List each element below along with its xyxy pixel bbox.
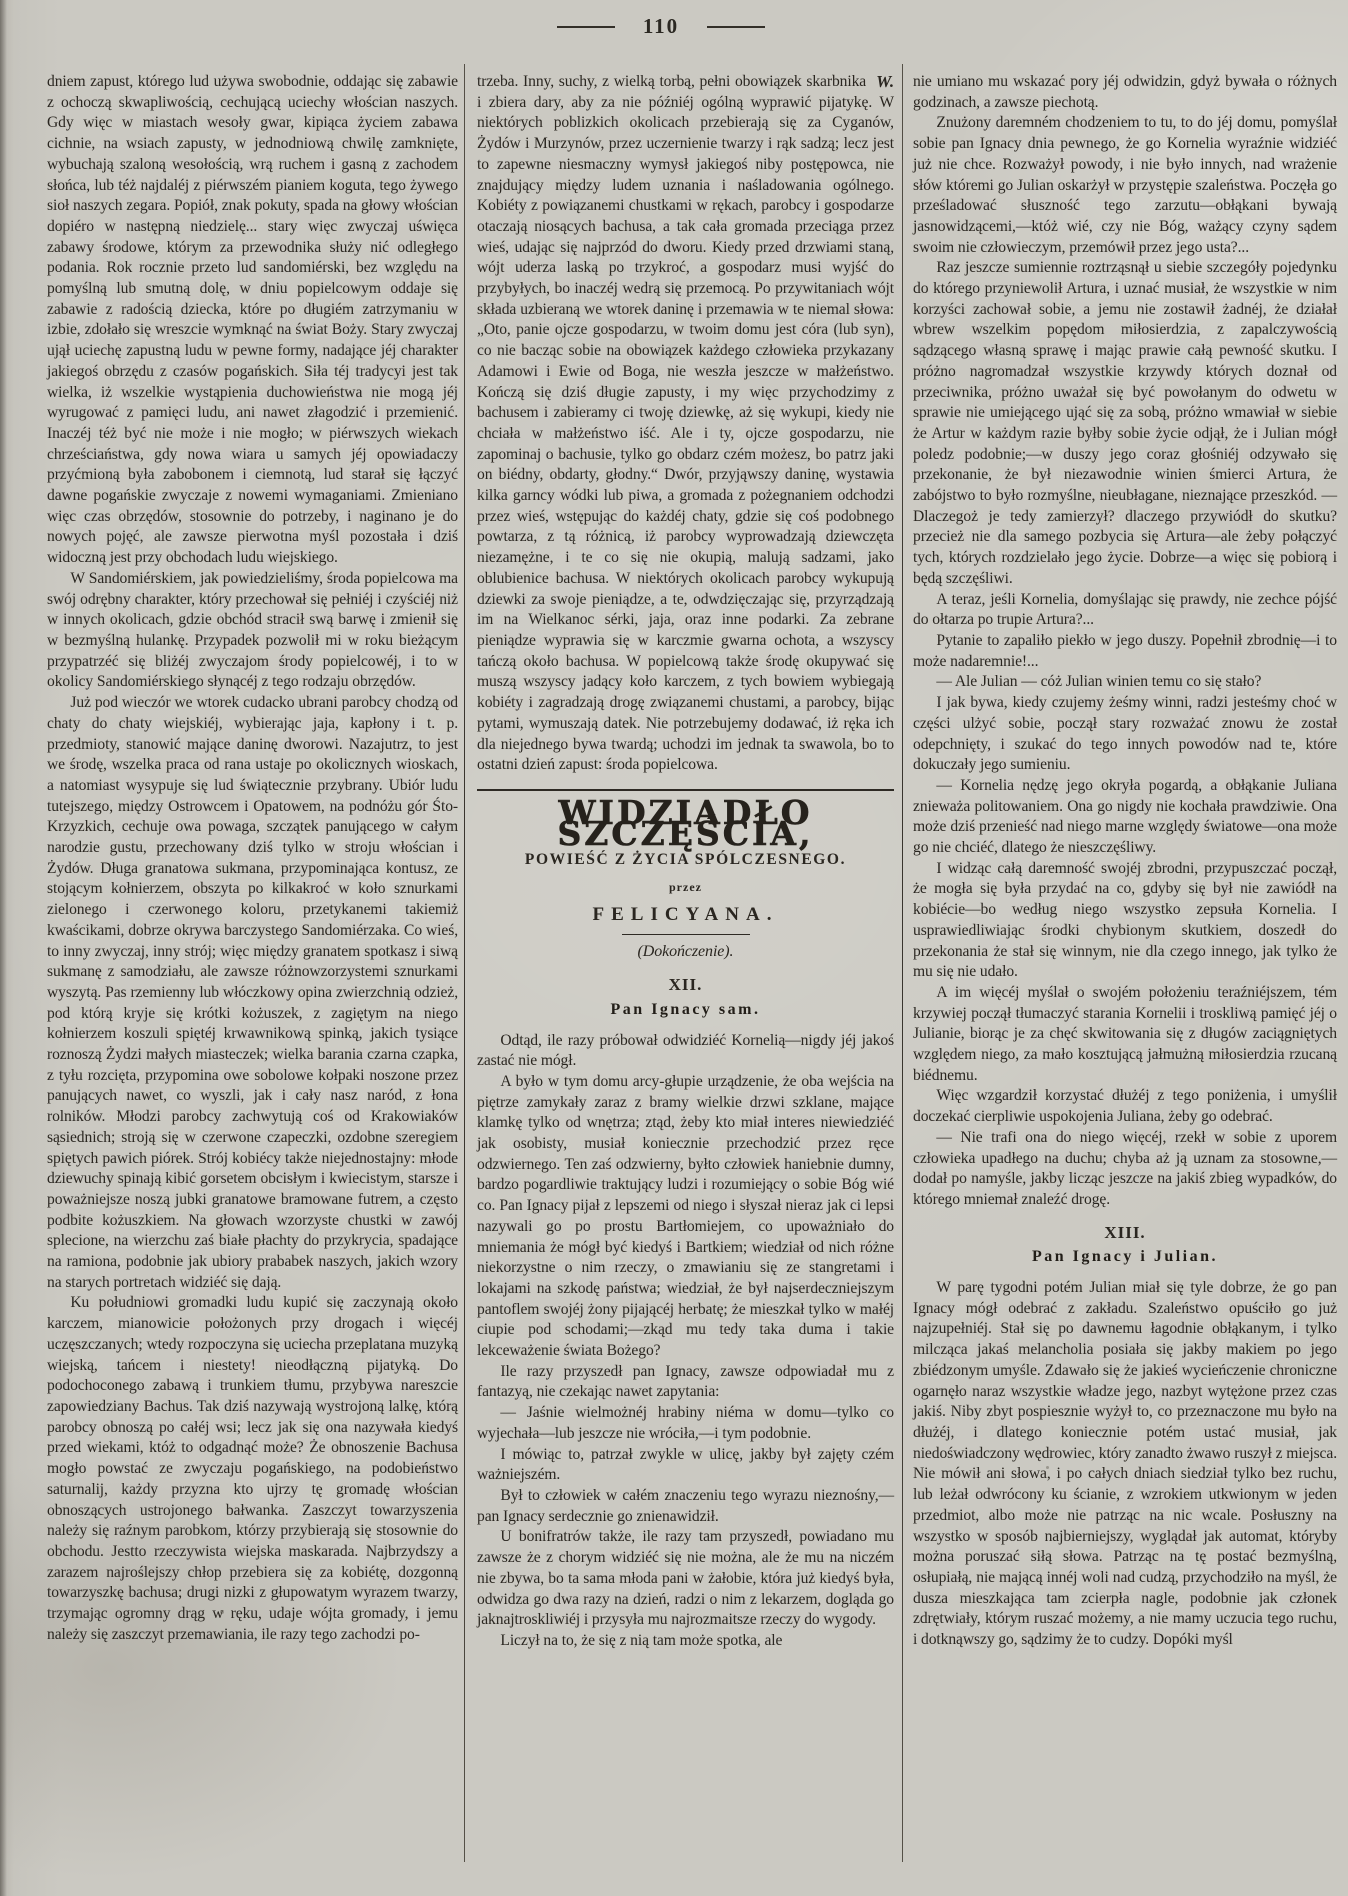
section-divider-rule: [622, 934, 750, 935]
paragraph: A było w tym domu arcy-głupie urządzenie, że oba wejścia na piętrze zamykały zaraz z bramy wielkie drzwi szklane, mające klamkę tylko od wnętrza; ztąd, żeby kto miał interes niewiedziéć jak osobisty, musiał koniecznie przechodzić przez ręce odzwiernego. Ten zaś odzwierny, byłto człowiek haniebnie dumny, bardzo pogardliwie traktujący ludzi i rozumiejący o sobie Bóg wié co. Pan Ignacy pijał z lepszemi od niego i słyszał nieraz jak ci lepsi nazywali go po prostu Bartłomiejem, co upoważniało do mniemania że mógł być kiedyś i Bartkiem; wiedział od nich różne niekorzystne o nim rzeczy, o zmawianiu się ze stangretami i lokajami na szkodę państwa; wiedział, że był najserdeczniejszym pantoflem swojéj żony pijającéj herbatę; że mieszkał tylko w małéj ciupie pod schodami;—zkąd mu tedy taka duma i takie lekceważenie świata Bożego?: [477, 1072, 894, 1360]
novel-subtitle: POWIEŚĆ Z ŻYCIA SPÓLCZESNEGO.: [524, 851, 847, 869]
paragraph: — Nie trafi ona do niego więcéj, rzekł w sobie z uporem człowieka upadłego na duchu; chyba aż ją uznam za stosowne,—dodał po namyśle, jakby licząc jeszcze na jakiś zbieg wypadków, do którego mniemał znaleźć drogę.: [913, 1128, 1337, 1208]
chapter-number: XIII.: [1104, 1222, 1146, 1242]
column-3: [913, 72, 1337, 1651]
installment-note: (Dokończenie).: [637, 943, 734, 961]
paragraph: Liczył na to, że się z nią tam może spotka, ale: [500, 1631, 783, 1649]
paragraph: W. trzeba. Inny, suchy, z wielką torbą, pełni obowiązek skarbnika i zbiera dary, aby za nie późniéj ogólną wyprawić pijatykę. W niektórych poblizkich okolicach przebierają się za Cyganów, Żydów i Murzynów, przez uczernienie twarzy i rąk sadzą; lecz jest to zapewne niesmaczny wymysł jakiegoś niby postępowca, nie znajdujący między ludem uznania i naśladowania ogólnego. Kobiéty z powiązanemi chustkami w rękach, parobcy i gospodarze otaczają niosących bachusa, a tak cała gromada przeciąga przez wieś, udając się najprzód do dworu. Kiedy przed drzwiami staną, wójt uderza laską po trzykroć, a gospodarz musi wyjść do przybyłych, bo inaczéj wedrą się przemocą. Po przywitaniach wójt składa uzbieraną we wtorek daninę i przemawia w te niemal słowa: „Oto, panie ojcze gospodarzu, w twoim domu jest córa (lub syn), co nie bacząc sobie na obowiązek każdego człowieka przykazany Adamowi i Ewie od Boga, nie weszła jeszcze w małżeństwo. Kończą się dziś długie zapusty, i my więc przychodzimy z bachusem i zabieramy ci twoję dziewkę, aż się wykupi, kiedy nie chciała w małżeństwo iść. Ale i ty, ojcze gospodarzu, nie zapominaj o bachusie, tylko go obdarz czém możesz, bo patrz jaki on biédny, obdarty, głodny.“ Dwór, przyjąwszy daninę, wystawia kilka garncy wódki lub piwa, a gromada z pożegnaniem odchodzi przez wieś, wstępując do każdéj chaty, gdzie się coś podobnego powtarza, z tą różnicą, iż parobcy wyprowadzają dziewczęta niezamężne, i te co się nie okupią, malują sadzami, jako oblubienice bachusa. W niektórych okolicach parobcy wykupują dziewki za swoje pieniądze, a te, odwdzięczając się, przyrządzają im na Wielkanoc sérki, jaja, oraz inne podarki. Za zebrane pieniądze wyprawia się w karczmie gwarna ochota, a wszyscy tańczą około bachusa. W popielcową także środę okupywać się muszą wszyscy jadący koło karczem, z tych bowiem wybiegają kobiéty i zagradzają drogę związanemi chustami, a parobcy, bijąc pytami, wymuszają datek. Nie potrzebujemy dodawać, iż ręka ich dla niejednego bywa twardą; uchodzi im jednak ta swawola, bo to ostatni dzień zapust: środa popielcowa.: [477, 72, 894, 774]
column-separator-right: [902, 64, 903, 1862]
paragraph: Ile razy przyszedł pan Ignacy, zawsze odpowiadał mu z fantazyą, nie czekając nawet zapytania:: [477, 1362, 894, 1401]
paragraph: A teraz, jeśli Kornelia, domyślając się prawdy, nie zechce pójść do ołtarza po trupie Artura?...: [913, 590, 1337, 629]
paragraph: Znużony daremném chodzeniem to tu, to do jéj domu, pomyślał sobie pan Ignacy dnia pewnego, że go Kornelia wyraźnie widziéć już nie chce. Rozważył powody, i nie było innych, nad wrażenie słów któremi go Julian oskarżył w przystępie szaleństwa. Poczęła go prześladować słuszność tego zarzutu—obłąkani bywają jasnowidzącemi,—któż wié, czy nie Bóg, ważący czyny sądem swoim nie człowieczym, przemówił przez jego usta?...: [913, 114, 1337, 256]
paragraph: — Jaśnie wielmożnéj hrabiny niéma w domu—tylko co wyjechała—lub jeszcze nie wróciła,—i tym podobnie.: [477, 1404, 894, 1442]
paragraph: Ku południowi gromadki ludu kupić się zaczynają około karczem, mianowicie położonych przy drogach i więcéj uczęszczanych; wtedy rozpoczyna się uciecha przeplatana muzyką wiejską, tańcem i niestety! nieodłączną pijatyką. Do podochoconego zabawą i trunkiem tłumu, przybywa nareszcie zapowiedziany Bachus. Tak dziś nazywają wystrojoną lalkę, którą parobcy obnoszą po całéj wsi; lecz jak się ona nazywała kiedyś przed wiekami, któż to odgadnąć może? Że obnoszenie Bachusa mogło powstać ze zwyczaju pogańskiego, na podobieństwo saturnalij, każdy przyzna kto ujrzy tę gromadę włościan obnoszących ustrojonego bałwanka. Zaszczyt towarzyszenia należy się raźnym parobkom, którzy przybierają się stosownie do obchodu. Jestto rzeczywista wiejska maskarada. Najbrzydszy a zarazem najroślejszy chłop przebiera się za kobiétę, dozgonną towarzyszkę bachusa; drugi nizki z głupowatym wyrazem twarzy, trzymając ogromny drąg w ręku, udaje wójta gromady, i jemu należy się zaszczyt przemawiania, ile razy tego zachodzi po-: [47, 1294, 458, 1643]
paragraph: Raz jeszcze sumiennie roztrząsnął u siebie szczegóły pojedynku do którego przyniewolił Artura, i uznać musiał, że wszystkie w nim korzyści zachował sobie, a jemu nie zostawił żadnéj, że działał wbrew wszelkim popędom miłosierdzia, z zapalczywością sądzącego własną sprawę i mając prawie całą pewność skutku. I próżno nagromadzał wszystkie krzywdy których doznał od przeciwnika, próżno uważał się być powołanym do odwetu w sprawie nie umiejącego ująć się za sobą, próżno wmawiał w siebie że Artur w każdym razie byłby sobie życie odjął, że i Julian mógł poledz podobnie;—w duszy jego coraz głośniéj odzywało się przekonanie, że był niezawodnie winien śmierci Artura, że zabójstwo to było rozmyślne, nieubłagane, nieznające przeszkód. — Dlaczegoż je tedy zamierzył? dlaczego przywiódł do skutku? przecież nie dla samego pozbycia się Artura—ale żeby połączyć tych, których rozdzielało jego życie. Dobrze—a więc się pobiorą i będą szczęśliwi.: [913, 259, 1337, 587]
paragraph: I jak bywa, kiedy czujemy żeśmy winni, radzi jesteśmy choć w części ulżyć sobie, począł stary rozważać znowu że został odepchnięty, i szukać do tego innych powodów nad te, które dokuczały jego sumieniu.: [913, 694, 1337, 774]
article-signature: W.: [876, 72, 894, 91]
paragraph: A im więcéj myślał o swojém położeniu teraźniéjszem, tém krzywiej począł tłumaczyć starania Kornelii i troskliwą pamięć jéj o Julianie, biorąc je za chęć skwitowania się z długów zaciągniętych względem niego, za mało kosztującą jałmużną miłosierdzia rzucaną biédnemu.: [913, 983, 1337, 1084]
section-divider-rule: [477, 789, 894, 791]
chapter-number: XII.: [668, 975, 703, 995]
column-1: [47, 72, 458, 1645]
paragraph: — Kornelia nędzę jego okryła pogardą, a obłąkanie Juliana znieważa politowaniem. Ona go nigdy nie kochała prawdziwie. Ona może dziś przenieść nad niego marne względy światowe—ona może go nie chciéć, dlatego że nieszczęśliwy.: [913, 776, 1337, 857]
paragraph: I mówiąc to, patrzał zwykle w ulicę, jakby był zajęty czém ważniejszém.: [477, 1445, 894, 1484]
page-number: 110: [642, 14, 680, 38]
paragraph: U bonifratrów także, ile razy tam przyszedł, powiadano mu zawsze że z chorym widziéć się nie można, ale że mu na niczém nie zbywa, bo ta sama młoda pani w żałobie, która już kiedyś była, odwidza go dwa razy na dzień, radzi o nim z lekarzem, dogląda go jaknajtroskliwiéj i przysyła mu najrozmaitsze rzeczy do wygody.: [477, 1528, 894, 1629]
page-header: [0, 14, 1322, 39]
paragraph: I widząc całą daremność swojéj zbrodni, przypuszczać począł, że mogła się była przydać na co, gdyby się był nie zawiódł na kobiécie—bo według niego wszystko zepsuła Kornelia. I usprawiedliwiając środki chybionym skutkiem, doszedł do przekonania że stał się winnym, nie dla czego innego, jak tylko że mu się nie udało.: [913, 859, 1337, 981]
paragraph: Odtąd, ile razy próbował odwidziéć Kornelią—nigdy jéj jakoś zastać nie mógł.: [477, 1031, 894, 1070]
byline-prefix: przez: [669, 880, 702, 895]
column-separator-left: [464, 64, 465, 1862]
author-name: FELICYANA.: [592, 903, 779, 925]
novel-title: WIDZIADŁO SZCZĘŚCIA,: [557, 792, 814, 853]
chapter-title: Pan Ignacy sam.: [610, 1000, 761, 1018]
folio-dash-right: [707, 26, 765, 28]
paragraph: Pytanie to zapaliło piekło w jego duszy. Popełnił zbrodnię—i to może nadaremnie!...: [913, 631, 1337, 670]
chapter-title: Pan Ignacy i Julian.: [1031, 1248, 1219, 1266]
paragraph: W Sandomiérskiem, jak powiedzieliśmy, środa popielcowa ma swój odrębny charakter, który przechował się pełniéj i czyściéj niż w innych okolicach, gdzie obchód stracił swą barwę i zmienił się w bezmyślną hulankę. Przypadek pozwolił mi w roku bieżącym przypatrzéć się bliżéj zwyczajom środy popielcowéj, i to w okolicy Sandomiérskiego słynącéj z tego rodzaju obrzędów.: [47, 569, 458, 691]
paragraph: W parę tygodni potém Julian miał się tyle dobrze, że go pan Ignacy mógł odebrać z zakładu. Szaleństwo opuściło go już najzupełniéj. Stał się po dawnemu łagodnie obłąkanym, i tylko milcząca jakaś melancholia posiała się jakby makiem po jego zbiédzonym umyśle. Zdawało się że jakieś wycieńczenie chroniczne ogarnęło naraz wszystkie władze jego, nazbyt wytężone przez czas jakiś. Niby zbyt pospiesznie wyżył to, co przeznaczone mu było na dłużéj, i dlatego koniecznie potém ustać musiał, jak niedoświadczony wędrowiec, który zanadto żwawo ruszył z miejsca. Nie mówił ani słowa, i po całych dniach siedział tylko bez ruchu, lub leżał odwrócony ku ścianie, z wzrokiem utkwionym w jeden przedmiot, albo może nie patrząc na nic wcale. Posłuszny na wszystko w sposób najbierniejszy, wyglądał jak automat, któryby można poruszać siłą słowa. Patrząc na tę postać bezmyślną, osłupiałą, nie mającą innéj woli nad cudzą, przychodziło na myśl, że dusza mieszkająca tam zcierpła nagle, podobnie jak członek zdrętwiały, którym ruszać możemy, a nie mamy uczucia tego ruchu, i dotknąwszy go, sądzimy że to cudzy. Dopóki myśl: [913, 1279, 1337, 1649]
paragraph: Już pod wieczór we wtorek cudacko ubrani parobcy chodzą od chaty do chaty wiejskiéj, wybierając jaja, kapłony i t. p. przedmioty, stanowić mające daninę dworowi. Nazajutrz, to jest we środę, wszelka praca od rana ustaje po okolicznych wioskach, a natomiast wysypuje się lud świątecznie przybrany. Ubiór ludu tutejszego, między Ostrowcem i Opatowem, na podnóżu gór Śto-Krzyzkich, cechuje owa powaga, szczątek panującego w całym narodzie gustu, przechowany dziś tylko w stroju włościan i Żydów. Długa granatowa sukmana, przypominająca kontusz, ze stojącym kołnierzem, obszyta po kilkakroć w koło sznurkami zielonego i czerwonego koloru, przetykanemi takiemiż kwaścikami, dobrze okrywa barczystego Sandomiérzaka. Co wieś, to inny zwyczaj, inny strój; więc między granatem spotkasz i siwą sukmanę z samodziału, ale zawsze różnowzorzystemi sznurkami wyszytą. Pas rzemienny lub włóczkowy opina zwierzchnią odzież, pod którą kryje się krótki kożuszek, z zagiętym na niego kołnierzem koszuli spiętéj krwawnikową spinką, jakich tysiące roznoszą Żydzi małych miasteczek; wielka barania czarna czapka, z tyłu rozcięta, przypomina owe sobolowe kołpaki noszone przez panujących nawet, co wyszli, jak i cały nasz naród, z łona rolników. Młodzi parobcy zachwytują coś od Krakowiaków sąsiednich; stroją się w czerwone czapeczki, ozdobne szeregiem spiętych pawich piórek. Strój kobiécy także niejednostajny: młode dziewuchy spinają kibić gorsetem obcisłym i kwiecistym, starsze i poważniejsze noszą jubki granatowe bramowane futrem, a często podbite kożuszkiem. Na głowach wzorzyste chustki w zawój splecione, na wierzchu zaś białe płachty do przykrycia, spadające na ramiona, podobnie jak ubiory prababek naszych, jakich wzory na starych portretach widziéć się dają.: [47, 694, 458, 1291]
paragraph: Był to człowiek w całém znaczeniu tego wyrazu nieznośny,—pan Ignacy serdecznie go znienawidził.: [477, 1487, 894, 1525]
scan-edge-shadow: [0, 0, 7, 1896]
paragraph: nie umiano mu wskazać pory jéj odwidzin, gdyż bywała o różnych godzinach, a zawsze piechotą.: [913, 73, 1337, 111]
paragraph: Więc wzgardził korzystać dłużéj z tego poniżenia, i umyślił doczekać cierpliwie uspokojenia Juliana, żeby go odebrać.: [913, 1087, 1337, 1126]
paragraph: dniem zapust, którego lud używa swobodnie, oddając się zabawie z ochoczą skwapliwością, cechującą uciechy włościan naszych. Gdy więc w miastach wesoły gwar, kipiąca życiem zabawa cichnie, na wsiach zapusty, w jednodniową chwilę zamknięte, wybuchają szaloną wesołością, wrą ruchem i gasną z zachodem słońca, lub téż najdaléj z piérwszém pianiem koguta, tego żywego sioł naszych zegara. Popiół, znak pokuty, spada na głowy włościan dopiéro w następną niedzielę... stary więc zwyczaj uświęca zabawy środowe, którym za przewodnika służy nić odległego podania. Rok rocznie przeto lud sandomiérski, bez względu na pomyślną lub smutną dolę, w dniu popielcowym oddaje się zabawie z radością dziecka, które po długiém zatrzymaniu w izbie, zdołało się wreszcie wymknąć na świat Boży. Stary zwyczaj ujął uciechę zapustną ludu w pewne formy, nadające jéj charakter jakiegoś obrzędu z czasów pogańskich. Siła téj tradycyi jest tak wielka, iż wszelkie wystąpienia duchowieństwa nie mogą jéj wyrugować z pamięci ludu, ani nawet złagodzić i przemienić. Inaczéj téż być nie może i nie mogło; w piérwszych wiekach chrześciaństwa, gdy nowa wiara u samych jéj opowiadaczy przyćmioną była zabobonem i ciemnotą, lud starał się łączyć dawne pogańskie zwyczaje z nowemi wymaganiami. Zmieniano więc czas obrzędów, stosownie do potrzeby, i naginano je do nowych pojęć, ale zawsze pierwotna myśl pozostała i dziś widoczną jest przy obchodach ludu wiejskiego.: [47, 73, 458, 567]
folio-dash-left: [557, 26, 615, 28]
paragraph: — Ale Julian — cóż Julian winien temu co się stało?: [936, 673, 1262, 691]
column-2: [477, 72, 894, 1652]
